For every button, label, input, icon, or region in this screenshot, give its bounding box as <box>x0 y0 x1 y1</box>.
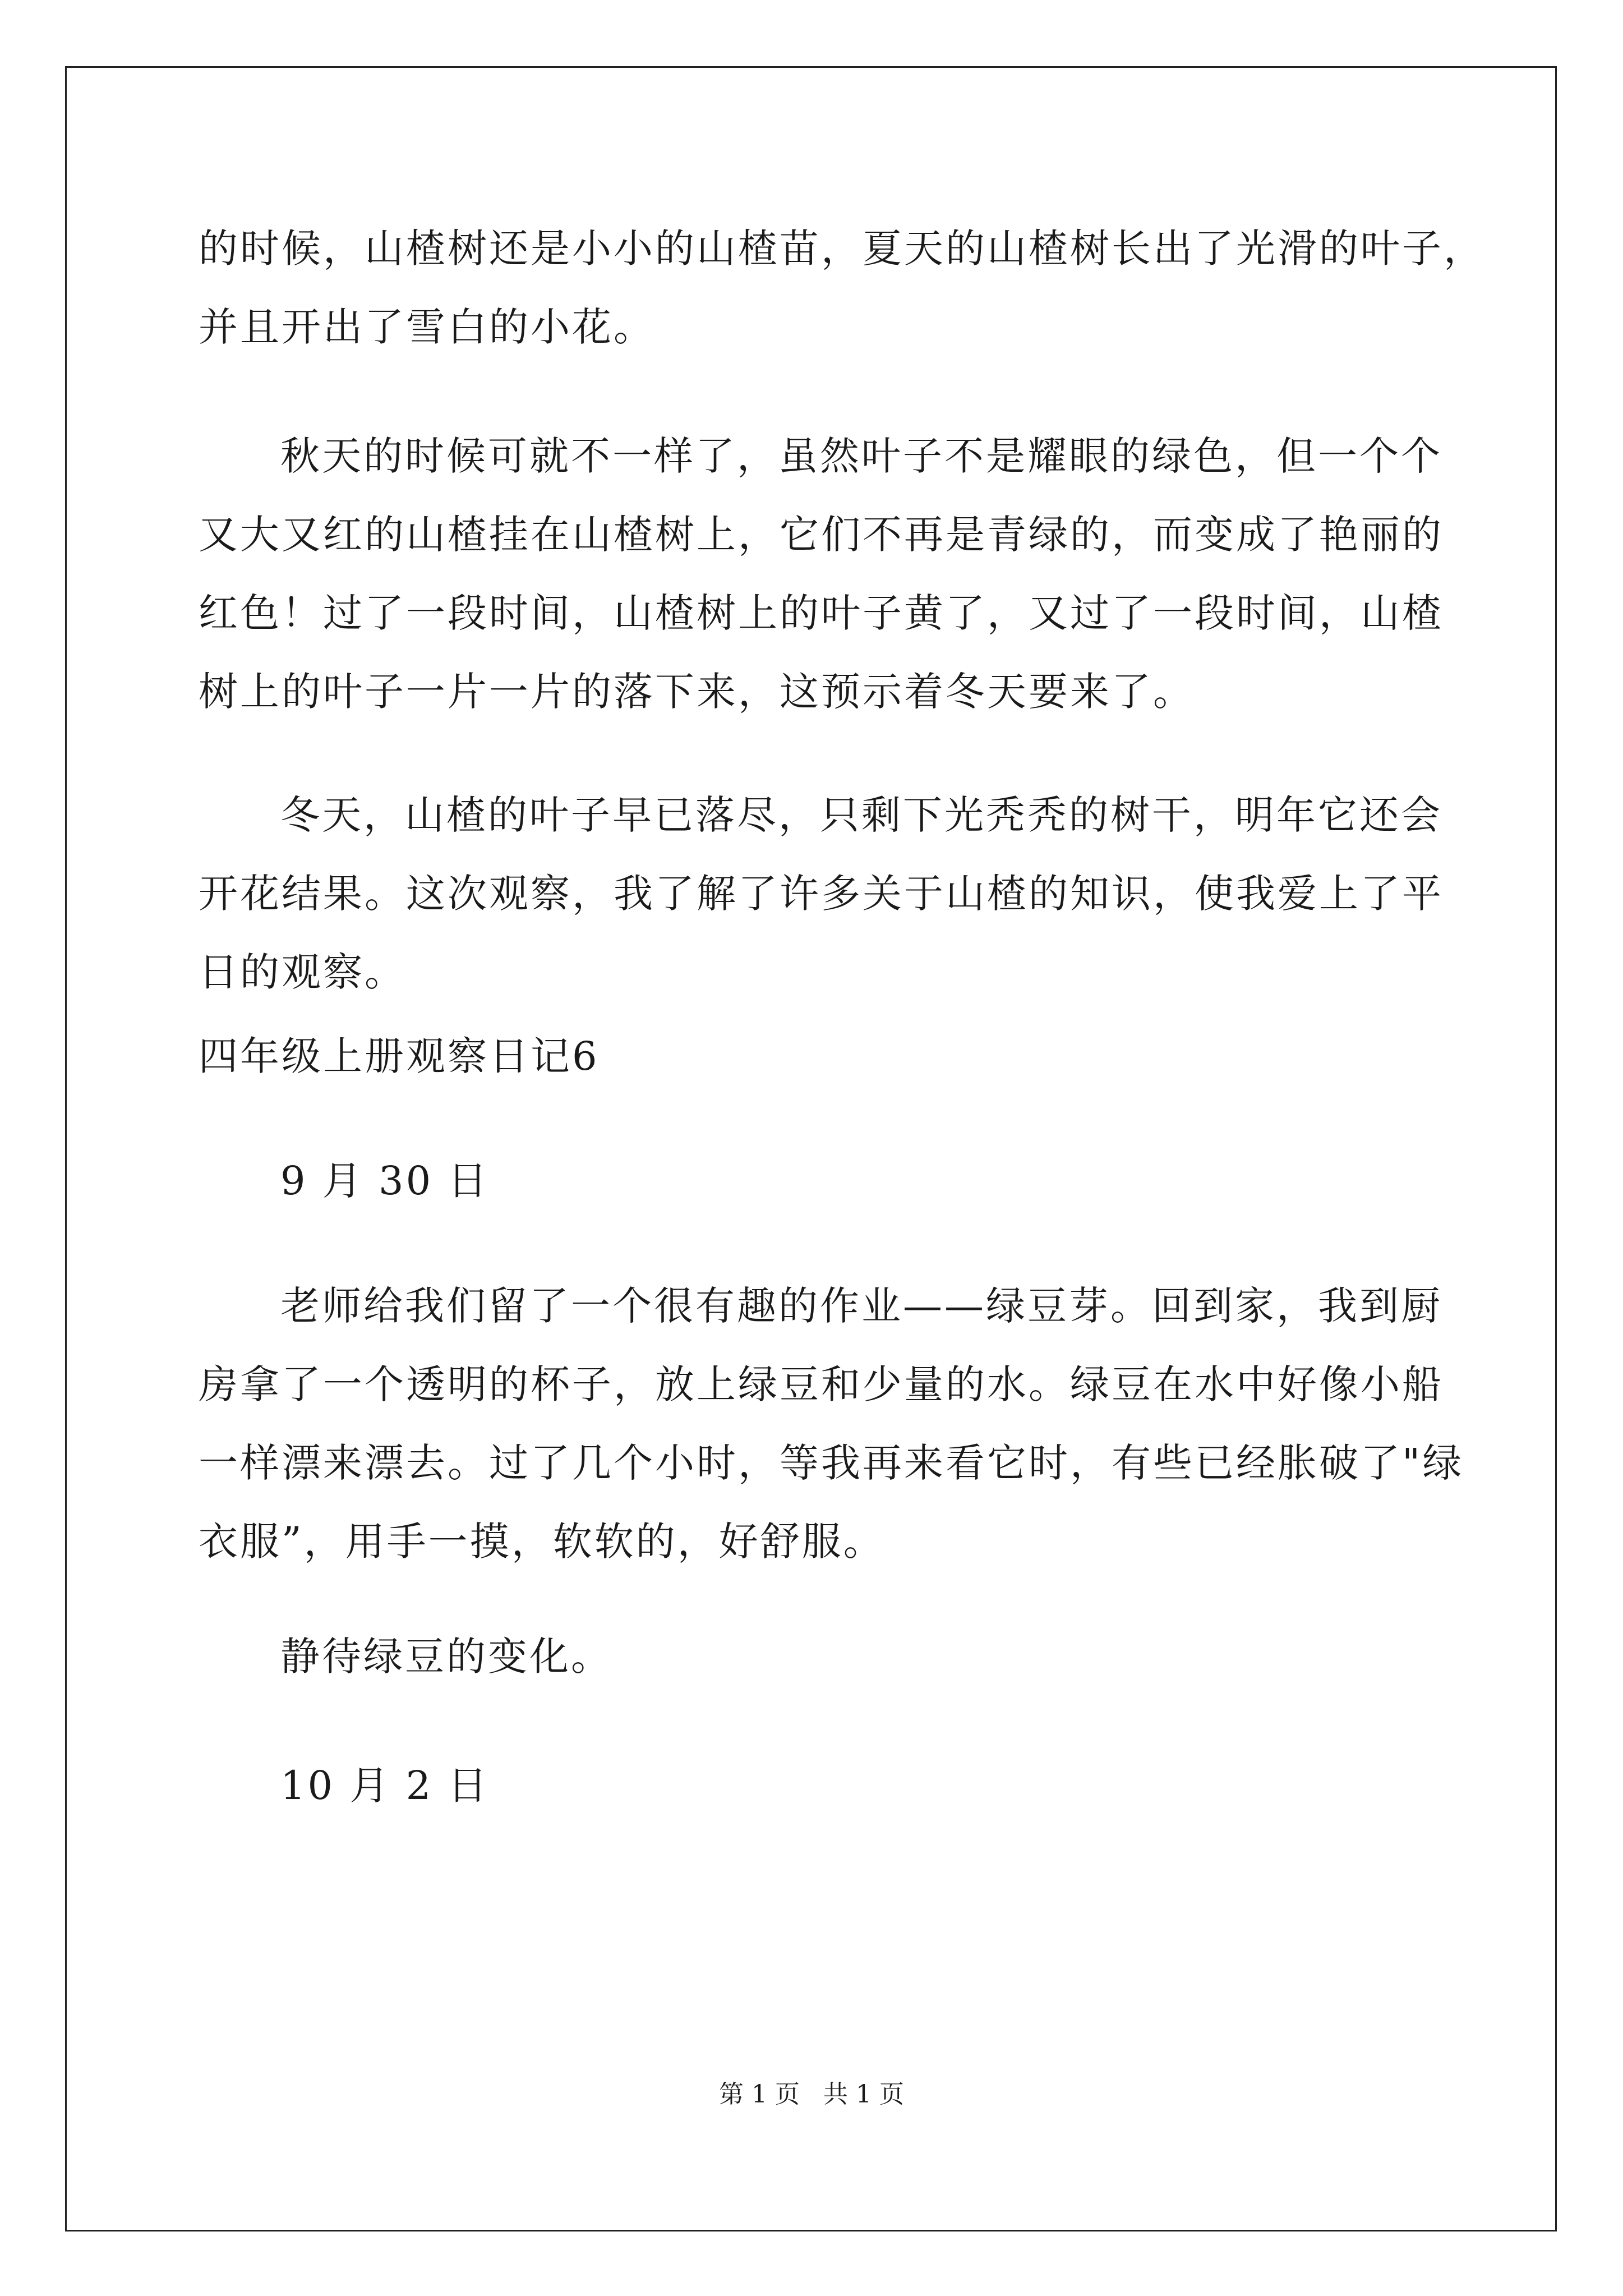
paragraph-start: 冬天，山楂的叶子早已落尽，只剩下光秃秃的树干，明年它还会 <box>280 792 1442 838</box>
text-line: 房拿了一个透明的杯子，放上绿豆和少量的水。绿豆在水中好像小船 <box>199 1361 1444 1407</box>
text-line: 开花结果。这次观察，我了解了许多关于山楂的知识，使我爱上了平 <box>199 871 1444 917</box>
paragraph-start: 秋天的时候可就不一样了，虽然叶子不是耀眼的绿色，但一个个 <box>280 433 1442 479</box>
text-line: 红色！过了一段时间，山楂树上的叶子黄了，又过了一段时间，山楂 <box>199 590 1444 636</box>
text-line: 树上的叶子一片一片的落下来，这预示着冬天要来了。 <box>199 669 1195 715</box>
text-line: 衣服”，用手一摸，软软的，好舒服。 <box>199 1519 885 1565</box>
text-line: 一样漂来漂去。过了几个小时，等我再来看它时，有些已经胀破了"绿 <box>199 1440 1464 1486</box>
text-line: 并且开出了雪白的小花。 <box>199 304 655 350</box>
diary-date: 9 月 30 日 <box>280 1158 490 1204</box>
text-line: 又大又红的山楂挂在山楂树上，它们不再是青绿的，而变成了艳丽的 <box>199 512 1444 558</box>
page-footer: 第 1 页 共 1 页 <box>719 2080 904 2109</box>
paragraph-start: 静待绿豆的变化。 <box>280 1634 612 1680</box>
text-line: 的时候，山楂树还是小小的山楂苗，夏天的山楂树长出了光滑的叶子， <box>199 226 1485 272</box>
paragraph-start: 老师给我们留了一个很有趣的作业——绿豆芽。回到家，我到厨 <box>280 1283 1442 1329</box>
text-line: 日的观察。 <box>199 949 406 995</box>
section-heading: 四年级上册观察日记6 <box>199 1033 600 1079</box>
diary-date: 10 月 2 日 <box>280 1763 490 1809</box>
